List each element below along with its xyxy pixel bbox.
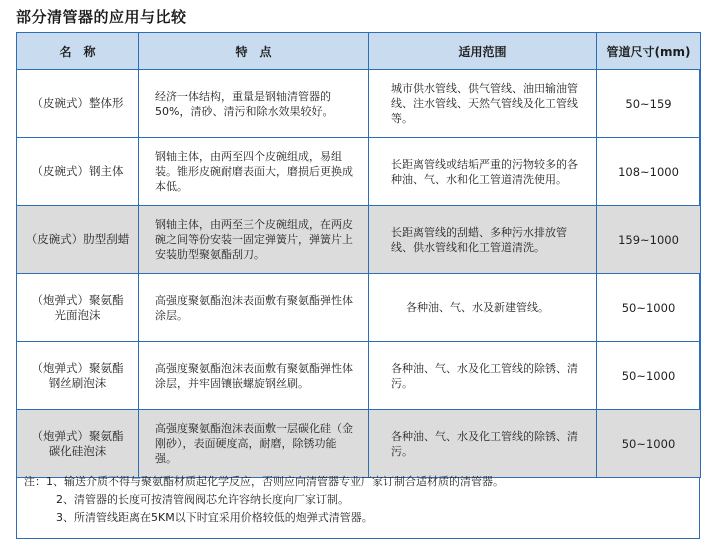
cell-size: 50~1000	[597, 274, 701, 342]
cell-name-line: （炮弹式）聚氨酯	[31, 428, 124, 443]
notes	[24, 473, 694, 527]
table-row	[17, 206, 701, 274]
table-row	[17, 70, 701, 138]
cell-size: 159~1000	[597, 206, 701, 274]
cell-name-line: 光面泡沫	[54, 307, 101, 322]
cell-features: 高强度聚氨酯泡沫表面敷一层碳化硅（金刚砂），表面硬度高，耐磨，除锈功能强。	[139, 410, 369, 478]
cell-scope: 各种油、气、水及新建管线。	[369, 274, 597, 342]
note-1: 注：1、输送介质不得与聚氨酯材质起化学反应，否则应向清管器专业厂家订制合适材质的清管器。	[24, 475, 504, 488]
cell-name-line: （皮碗式）肋型刮蜡	[25, 232, 130, 246]
page-title: 部分清管器的应用与比较	[16, 8, 187, 26]
cell-features: 经济一体结构，重量是钢轴清管器的50%，清砂、清污和除水效果较好。	[139, 70, 369, 138]
header-name: 名 称	[17, 33, 139, 70]
note-3: 3、所清管线距离在5KM以下时宜采用价格较低的炮弹式清管器。	[56, 511, 373, 524]
cell-size: 50~159	[597, 70, 701, 138]
cell-name-line: （皮碗式）整体形	[31, 96, 124, 110]
cell-size: 50~1000	[597, 342, 701, 410]
cell-scope: 各种油、气、水及化工管线的除锈、清污。	[369, 342, 597, 410]
comparison-table	[16, 32, 701, 478]
cell-scope: 长距离管线的刮蜡、多种污水排放管线、供水管线和化工管道清洗。	[369, 206, 597, 274]
header-features: 特 点	[139, 33, 369, 70]
cell-name-line: 碳化硅泡沫	[48, 443, 107, 458]
note-2: 2、清管器的长度可按清管阀阀芯允许容纳长度向厂家订制。	[56, 493, 349, 506]
table-row	[17, 274, 701, 342]
cell-features: 钢轴主体，由两至四个皮碗组成，易组装。锥形皮碗耐磨表面大，磨损后更换成本低。	[139, 138, 369, 206]
header-scope: 适用范围	[369, 33, 597, 70]
table-row	[17, 342, 701, 410]
cell-name	[17, 274, 139, 342]
header-size: 管道尺寸(mm)	[597, 33, 701, 70]
cell-size: 50~1000	[597, 410, 701, 478]
cell-size: 108~1000	[597, 138, 701, 206]
cell-name-line: （炮弹式）聚氨酯	[31, 292, 124, 307]
table-row	[17, 138, 701, 206]
table-body	[17, 70, 701, 478]
cell-name-line: 钢丝刷泡沫	[48, 375, 107, 390]
cell-features: 钢轴主体，由两至三个皮碗组成，在两皮碗之间等份安装一固定弹簧片，弹簧片上安装肋型聚氨酯刮刀。	[139, 206, 369, 274]
cell-name	[17, 410, 139, 478]
header-row	[17, 33, 701, 70]
table-row	[17, 410, 701, 478]
cell-name-line: （炮弹式）聚氨酯	[31, 360, 124, 375]
cell-name	[17, 138, 139, 206]
cell-scope: 各种油、气、水及化工管线的除锈、清污。	[369, 410, 597, 478]
cell-features: 高强度聚氨酯泡沫表面敷有聚氨酯弹性体涂层，并牢固镶嵌螺旋钢丝刷。	[139, 342, 369, 410]
cell-name	[17, 342, 139, 410]
cell-scope: 城市供水管线、供气管线、油田输油管线、注水管线、天然气管线及化工管线等。	[369, 70, 597, 138]
cell-name	[17, 70, 139, 138]
cell-name-line: （皮碗式）钢主体	[31, 164, 124, 178]
cell-features: 高强度聚氨酯泡沫表面敷有聚氨酯弹性体涂层。	[139, 274, 369, 342]
cell-scope: 长距离管线或结垢严重的污物较多的各种油、气、水和化工管道清洗使用。	[369, 138, 597, 206]
cell-name	[17, 206, 139, 274]
